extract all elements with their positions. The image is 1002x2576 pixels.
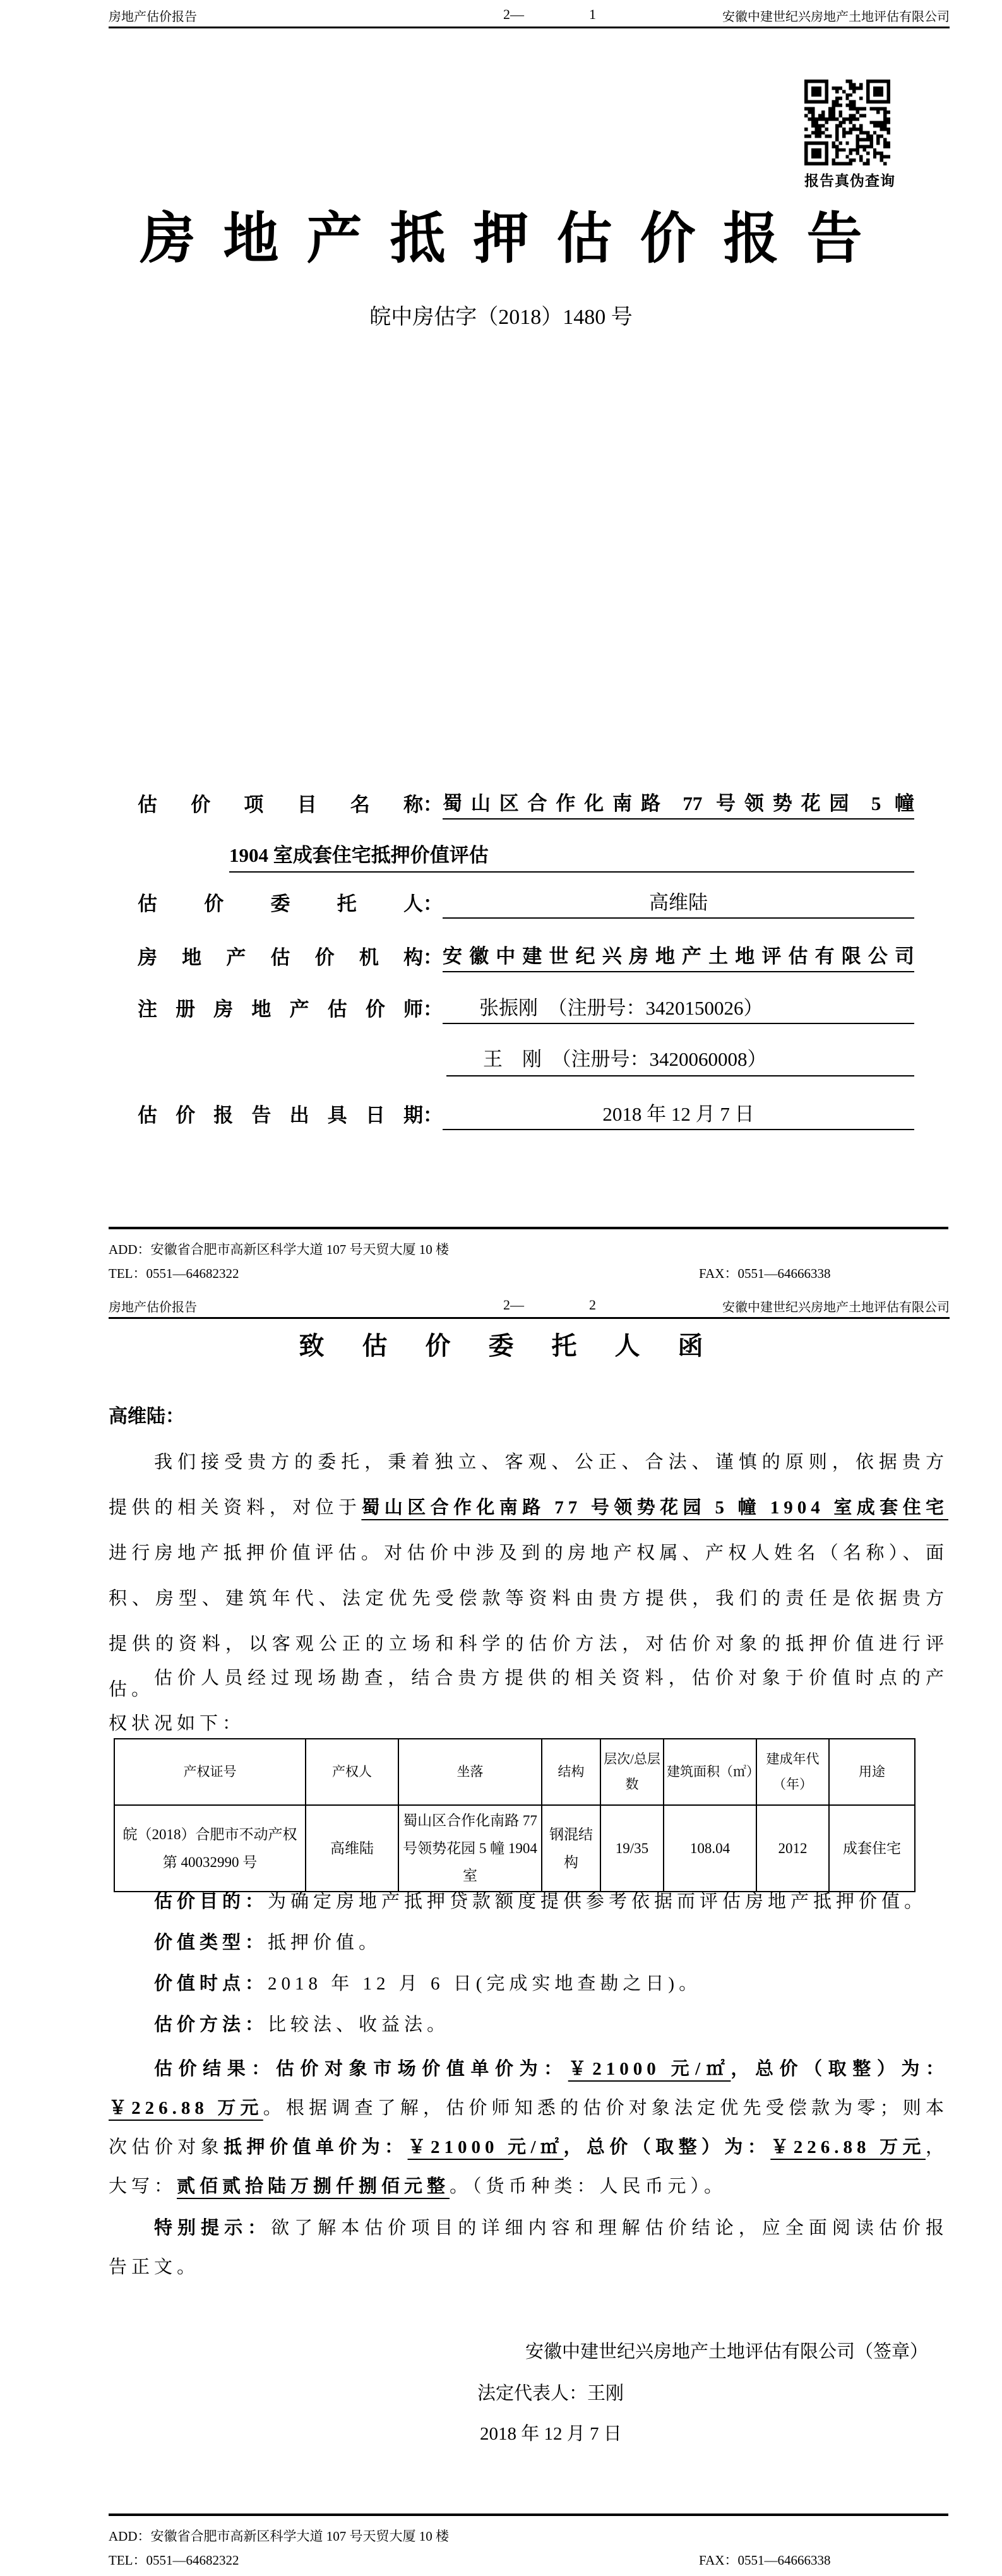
appraiser-value-line2: 王 刚 （注册号：3420060008） bbox=[446, 1045, 914, 1076]
agency-value: 安徽中建世纪兴房地产土地评估有限公司 bbox=[443, 942, 914, 972]
cell-cert-number: 皖（2018）合肥市不动产权第 40032990 号 bbox=[114, 1805, 306, 1892]
client-value: 高维陆 bbox=[443, 888, 914, 919]
value-type-text: 抵押价值。 bbox=[268, 1933, 382, 1953]
signature-representative: 法定代表人：王刚 bbox=[477, 2383, 624, 2404]
col-location: 坐落 bbox=[398, 1739, 542, 1805]
footer-fax: FAX：0551—64666338 bbox=[699, 1266, 831, 1281]
cell-structure: 钢混结构 bbox=[542, 1805, 600, 1892]
field-row-appraiser bbox=[138, 993, 914, 1024]
result-paragraph: 估价结果：估价对象市场价值单价为：￥21000 元/㎡，总价（取整）为：￥226.88 万元。根据调查了解，估价师知悉的估价对象法定优先受偿款为零；则本次估价对象抵押价值单价为：￥21000 元/㎡，总价（取整）为：￥226.88 万元，大写：贰佰贰拾陆万捌仟捌佰元整。（货币种类：人民币元）。 bbox=[109, 2059, 948, 2197]
footer-address: ADD：安徽省合肥市高新区科学大道 107 号天贸大厦 10 楼 bbox=[109, 2529, 449, 2544]
page-number: 2 bbox=[589, 1297, 596, 1313]
label-colon: ： bbox=[423, 893, 443, 915]
col-area: 建筑面积（㎡） bbox=[664, 1739, 756, 1805]
col-cert-number: 产权证号 bbox=[114, 1739, 306, 1805]
footer-address: ADD：安徽省合肥市高新区科学大道 107 号天贸大厦 10 楼 bbox=[109, 1242, 449, 1257]
appraiser-label: 注册房地产估价师 bbox=[138, 998, 423, 1020]
label-colon: ： bbox=[423, 1104, 443, 1126]
cell-area: 108.04 bbox=[664, 1805, 756, 1892]
method-label: 估价方法： bbox=[154, 2015, 268, 2035]
appraisal-items bbox=[109, 1881, 948, 2046]
qr-code-image bbox=[804, 80, 890, 165]
field-row-project-name bbox=[138, 788, 914, 820]
footer-tel: TEL：0551—64682322 bbox=[109, 2553, 239, 2568]
label-colon: ： bbox=[423, 794, 443, 816]
field-row-issue-date bbox=[138, 1099, 914, 1130]
appraiser-value-line1: 张振刚 （注册号：3420150026） bbox=[443, 994, 914, 1024]
value-type-item bbox=[109, 1923, 948, 1964]
label-colon: ： bbox=[423, 946, 443, 969]
col-usage: 用途 bbox=[829, 1739, 915, 1805]
qr-block bbox=[804, 80, 899, 190]
cell-usage: 成套住宅 bbox=[829, 1805, 915, 1892]
method-item bbox=[109, 2005, 948, 2046]
table-data-row bbox=[114, 1805, 915, 1892]
report-number: 皖中房估字（2018）1480 号 bbox=[369, 306, 633, 329]
page-number: 1 bbox=[589, 6, 596, 22]
project-name-value-line2: 1904 室成套住宅抵押价值评估 bbox=[229, 841, 914, 873]
value-date-text: 2018 年 12 月 6 日(完成实地查勘之日)。 bbox=[268, 1974, 702, 1994]
signature-company: 安徽中建世纪兴房地产土地评估有限公司（签章） bbox=[525, 2342, 928, 2362]
page1-footer bbox=[109, 1227, 948, 1284]
method-text: 比较法、收益法。 bbox=[268, 2015, 450, 2035]
header-company-name: 安徽中建世纪兴房地产土地评估有限公司 bbox=[722, 1301, 950, 1315]
letter-title: 致估价委托人函 bbox=[299, 1332, 741, 1360]
letter-addressee: 高维陆： bbox=[109, 1406, 184, 1427]
col-owner: 产权人 bbox=[306, 1739, 398, 1805]
issue-date-label: 估价报告出具日期 bbox=[138, 1104, 423, 1126]
issue-date-value: 2018 年 12 月 7 日 bbox=[443, 1100, 914, 1130]
col-year-built: 建成年代（年） bbox=[756, 1739, 829, 1805]
header-company-name: 安徽中建世纪兴房地产土地评估有限公司 bbox=[722, 10, 950, 24]
page2-header bbox=[109, 1294, 950, 1319]
field-row-agency bbox=[138, 941, 914, 972]
table-header-row bbox=[114, 1739, 915, 1805]
footer-fax: FAX：0551—64666338 bbox=[699, 2553, 831, 2568]
label-colon: ： bbox=[423, 998, 443, 1020]
col-structure: 结构 bbox=[542, 1739, 600, 1805]
page1-header bbox=[109, 4, 950, 28]
page-number-prefix: 2— bbox=[503, 1297, 524, 1313]
project-name-label: 估价项目名称 bbox=[138, 794, 423, 816]
agency-label: 房地产估价机构 bbox=[138, 946, 423, 969]
cell-year-built: 2012 bbox=[756, 1805, 829, 1892]
purpose-item bbox=[109, 1881, 948, 1923]
client-label: 估价委托人 bbox=[138, 893, 423, 915]
header-doc-type: 房地产估价报告 bbox=[109, 10, 197, 24]
field-row-client bbox=[138, 887, 914, 919]
purpose-label: 估价目的： bbox=[154, 1892, 268, 1912]
value-type-label: 价值类型： bbox=[154, 1933, 268, 1953]
signature-date: 2018 年 12 月 7 日 bbox=[480, 2424, 622, 2444]
col-floor: 层次/总层数 bbox=[600, 1739, 664, 1805]
cell-owner: 高维陆 bbox=[306, 1805, 398, 1892]
ownership-table bbox=[114, 1738, 916, 1892]
cell-location: 蜀山区合作化南路 77 号领势花园 5 幢 1904 室 bbox=[398, 1805, 542, 1892]
value-date-label: 价值时点： bbox=[154, 1974, 268, 1994]
purpose-text: 为确定房地产抵押贷款额度提供参考依据而评估房地产抵押价值。 bbox=[268, 1892, 927, 1912]
survey-paragraph: 估价人员经过现场勘查，结合贵方提供的相关资料，估价对象于价值时点的产权状况如下： bbox=[109, 1668, 948, 1734]
project-name-value-line1: 蜀山区合作化南路 77 号领势花园 5 幢 bbox=[443, 789, 914, 820]
cell-floor: 19/35 bbox=[600, 1805, 664, 1892]
footer-tel: TEL：0551—64682322 bbox=[109, 1266, 239, 1281]
value-date-item bbox=[109, 1964, 948, 2005]
report-title: 房地产抵押估价报告 bbox=[140, 209, 890, 270]
qr-caption: 报告真伪查询 bbox=[804, 173, 895, 189]
page-number-prefix: 2— bbox=[503, 6, 524, 22]
special-note-paragraph: 特别提示：欲了解本估价项目的详细内容和理解估价结论，应全面阅读估价报告正文。 bbox=[109, 2218, 948, 2277]
intro-paragraph: 我们接受贵方的委托，秉着独立、客观、公正、合法、谨慎的原则，依据贵方提供的相关资料，对位于蜀山区合作化南路 77 号领势花园 5 幢 1904 室成套住宅进行房地产抵押价值评估。对估价中涉及到的房地产权属、产权人姓名（名称）、面积、房型、建筑年代、法定优先受偿款等资料由贵方提供，我们的责任是依据贵方提供的资料，以客观公正的立场和科学的估价方法，对估价对象的抵押价值进行评估。 bbox=[109, 1452, 948, 1700]
page2-footer bbox=[109, 2513, 948, 2570]
header-doc-type: 房地产估价报告 bbox=[109, 1301, 197, 1315]
